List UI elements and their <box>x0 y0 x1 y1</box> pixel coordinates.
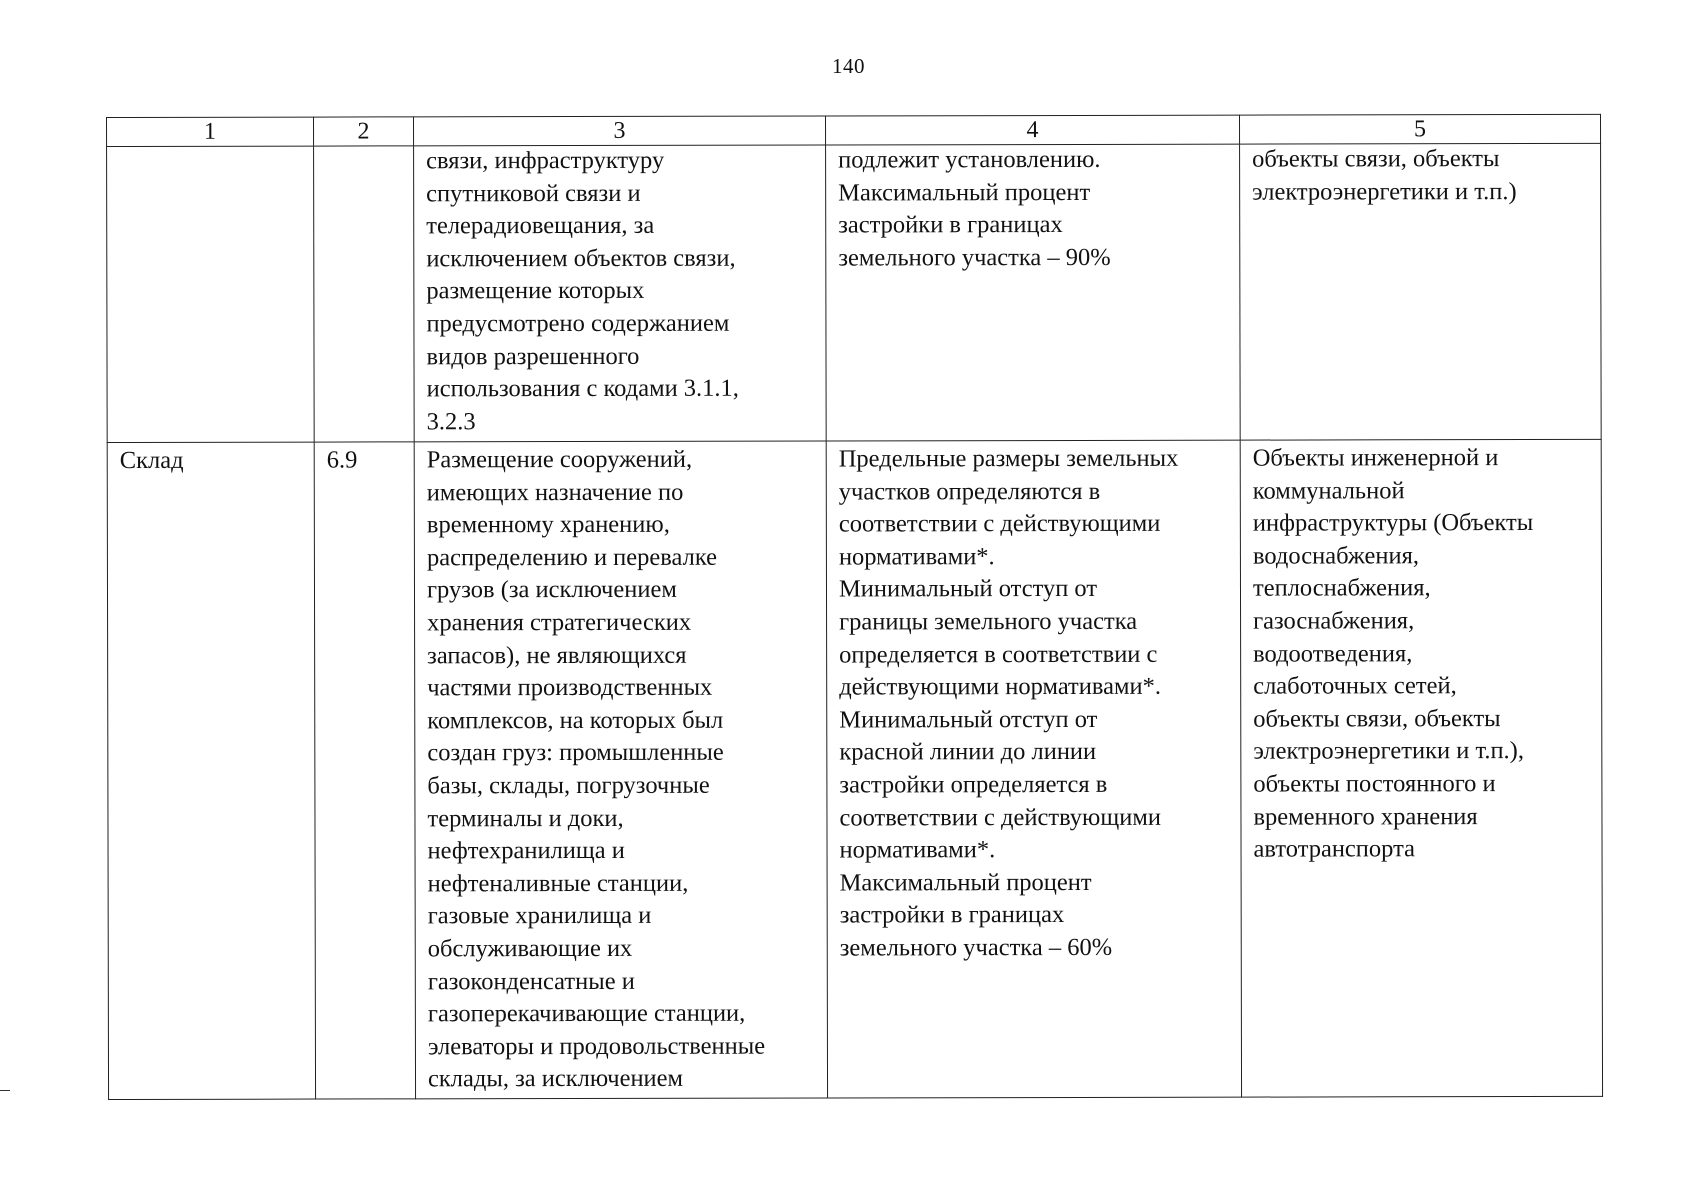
column-header-3: 3 <box>414 116 826 146</box>
cell-description <box>414 145 827 442</box>
page-number: 140 <box>832 54 865 78</box>
row-auxiliary-text: Объекты инженерной и коммунальной инфраструктуры (Объекты водоснабжения, теплоснабжения, газоснабжения, водоотведения, слаботочных сетей, объекты связи, объекты электроэнергетики и т.п.), объекты постоянного и временного хранения автотранспорта <box>1252 444 1534 863</box>
column-header-5: 5 <box>1239 114 1600 144</box>
cell-code <box>314 146 415 442</box>
column-header-2: 2 <box>314 117 414 146</box>
row-name-text: Склад <box>119 446 184 474</box>
column-header-1: 1 <box>107 117 314 146</box>
row-auxiliary-text: объекты связи, объекты электроэнергетики и т.п.) <box>1252 145 1517 206</box>
land-use-table <box>106 114 1603 1100</box>
row-code-text: 6.9 <box>326 446 358 474</box>
table-header-row <box>107 114 1601 146</box>
cell-description <box>414 441 827 1099</box>
table-row <box>107 439 1602 1099</box>
cell-auxiliary <box>1240 143 1602 440</box>
cell-auxiliary <box>1240 439 1602 1097</box>
row-parameters-text: Предельные размеры земельных участков определяются в соответствии с действующими нормативами*. Минимальный отступ от границы земельного участка определяется в соответствии с действующими нормативами*. Минимальный отступ от красной линии до линии застройки определяется в соответствии с действующими нормативами*. Максимальный процент застройки в границах земельного участка – 60% <box>838 444 1179 962</box>
cell-parameters <box>826 144 1241 441</box>
row-parameters-text: подлежит установлению. Максимальный процент застройки в границах земельного участка – 90% <box>838 145 1111 272</box>
row-description-text: Размещение сооружений, имеющих назначение по временному хранению, распределению и перевалке грузов (за исключением хранения стратегических запасов), не являющихся частями производственных комплексов, на которых был создан груз: промышленные базы, склады, погрузочные терминалы и доки, нефтехранилища и нефтеналивные станции, газовые хранилища и обслуживающие их газоконденсатные и газоперекачивающие станции, элеваторы и продовольственные склады, за исключением <box>426 445 766 1093</box>
scan-edge-mark <box>0 1090 10 1091</box>
cell-parameters <box>826 440 1241 1098</box>
table-row <box>107 143 1602 442</box>
row-description-text: связи, инфраструктуру спутниковой связи и телерадиовещания, за исключением объектов связи, размещение которых предусмотрено содержанием видов разрешенного использования с кодами 3.1.1, 3.2.3 <box>426 146 739 436</box>
cell-name <box>107 442 315 1099</box>
cell-name <box>107 146 315 442</box>
column-header-4: 4 <box>825 115 1239 145</box>
cell-code <box>314 442 415 1099</box>
